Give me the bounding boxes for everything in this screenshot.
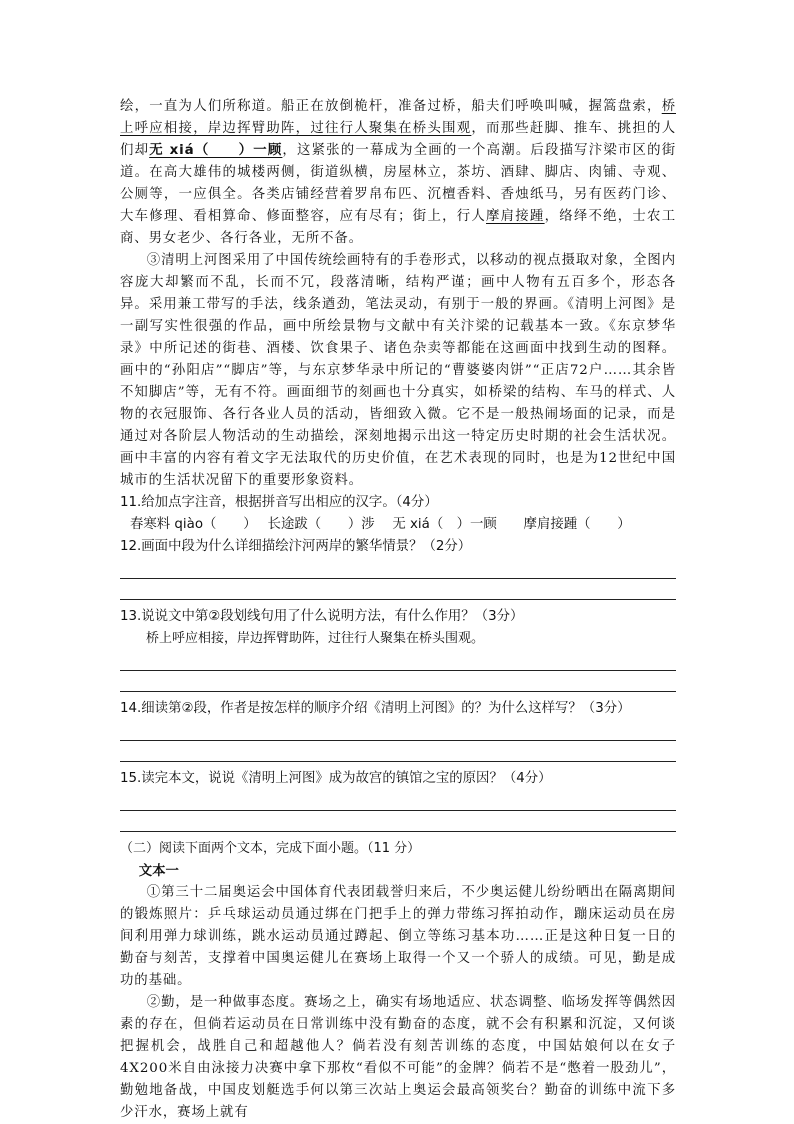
answer-line[interactable] — [120, 558, 676, 579]
question-11-items: 春寒料 qiào（ ） 长途跋（ ）涉 无 xiá（ ）一顾 摩肩接踵（ ） — [130, 517, 631, 532]
answer-line[interactable] — [120, 720, 676, 741]
passage-text: ，络绎不绝，士农工商、男女老少、各行各业，无所不备。 — [120, 209, 676, 246]
underlined-word: 摩肩接踵 — [486, 209, 545, 224]
text-1-label: 文本一 — [138, 863, 179, 879]
answer-line[interactable] — [120, 790, 676, 811]
answer-line[interactable] — [120, 671, 676, 692]
passage-paragraph-2-continued — [120, 96, 676, 250]
question-15: 15.读完本文，说说《清明上河图》成为故宫的镇馆之宝的原因？（4分） — [120, 771, 552, 786]
underlined-sentence: 桥上呼应相接，岸边挥臂助阵，过往行人聚集在桥头围观 — [120, 99, 676, 136]
passage-text: 绘，一直为人们所称道。船正在放倒桅杆，准备过桥，船夫们呼唤叫喊，握篙盘索， — [120, 99, 662, 114]
exam-page — [120, 96, 676, 1124]
pinyin-blank: 无 xiá（ ）一顾 — [149, 143, 283, 158]
question-11: 11.给加点字注音，根据拼音写出相应的汉字。（4分） — [120, 495, 438, 510]
text-1-paragraph-1: ①第三十二届奥运会中国体育代表团载誉归来后，不少奥运健儿纷纷晒出在隔离期间的锻炼照片：乒乓球运动员通过绑在门把手上的弹力带练习挥拍动作，蹦床运动员在房间利用弹力球训练，跳水运动员通过蹲起、倒立等练习基本功……正是这种日复一日的勤奋与刻苦，支撑着中国奥运健儿在赛场上取得一个又一个骄人的成绩。可见，勤是成功的基础。 — [120, 885, 676, 988]
question-14: 14.细读第②段，作者是按怎样的顺序介绍《清明上河图》的？为什么这样写？（3分） — [120, 701, 631, 716]
passage-text: ，而那些赶脚、推车、挑担的人们却 — [120, 121, 676, 158]
question-12: 12.画面中段为什么详细描绘汴河两岸的繁华情景？（2分） — [120, 539, 472, 554]
answer-line[interactable] — [120, 811, 676, 832]
question-13: 13.说说文中第②段划线句用了什么说明方法，有什么作用？（3分） — [120, 609, 524, 624]
passage-text: ，这紧张的一幕成为全画的一个高潮。后段描写汴梁市区的街道。在高大雄伟的城楼两侧，街道纵横，房屋林立，茶坊、酒肆、脚店、肉铺、寺观、公厕等，一应俱全。各类店铺经营着罗帛布匹、沉檀香料、香烛纸马，另有医药门诊、大车修理、看相算命、修面整容，应有尽有；街上，行人 — [120, 143, 676, 224]
answer-line[interactable] — [120, 579, 676, 600]
text-1-paragraph-2: ②勤，是一种做事态度。赛场之上，确实有场地适应、状态调整、临场发挥等偶然因素的存在，但倘若运动员在日常训练中没有勤奋的态度，就不会有积累和沉淀，又何谈把握机会，战胜自己和超越他人？倘若没有刻苦训练的态度，中国姑娘何以在女子4X200米自由泳接力决赛中拿下那枚“看似不可能”的金牌？倘若不是“憋着一股劲儿”，勤勉地备战，中国皮划艇选手何以第三次站上奥运会最高领奖台？勤奋的训练中流下多少汗水，赛场上就有 — [120, 995, 676, 1120]
section-2-heading: （二）阅读下面两个文本，完成下面小题。（11 分） — [120, 841, 421, 856]
passage-paragraph-3: ③清明上河图采用了中国传统绘画特有的手卷形式，以移动的视点摄取对象，全图内容庞大却繁而不乱，长而不冗，段落清晰，结构严谨；画中人物有五百多个，形态各异。采用兼工带写的手法，线条遒劲，笔法灵动，有别于一般的界画。《清明上河图》是一副写实性很强的作品，画中所绘景物与文献中有关汴梁的记载基本一致。《东京梦华录》中所记述的街巷、酒楼、饮食果子、诸色杂卖等都能在这画面中找到生动的图释。画中的“孙阳店”“脚店”等，与东京梦华录中所记的“曹婆婆肉饼”“正店72户……其余皆不知脚店”等，无有不符。画面细节的刻画也十分真实，如桥梁的结构、车马的样式、人物的衣冠服饰、各行各业人员的活动，皆细致入微。它不是一般热闹场面的记录，而是通过对各阶层人物活动的生动描绘，深刻地揭示出这一特定历史时期的社会生活状况。画中丰富的内容有着文字无法取代的历史价值，在艺术表现的同时，也是为12世纪中国城市的生活状况留下的重要形象资料。 — [120, 253, 676, 488]
question-13-quote: 桥上呼应相接，岸边挥臂助阵，过往行人聚集在桥头围观。 — [146, 631, 485, 646]
answer-line[interactable] — [120, 741, 676, 762]
answer-line[interactable] — [120, 650, 676, 671]
